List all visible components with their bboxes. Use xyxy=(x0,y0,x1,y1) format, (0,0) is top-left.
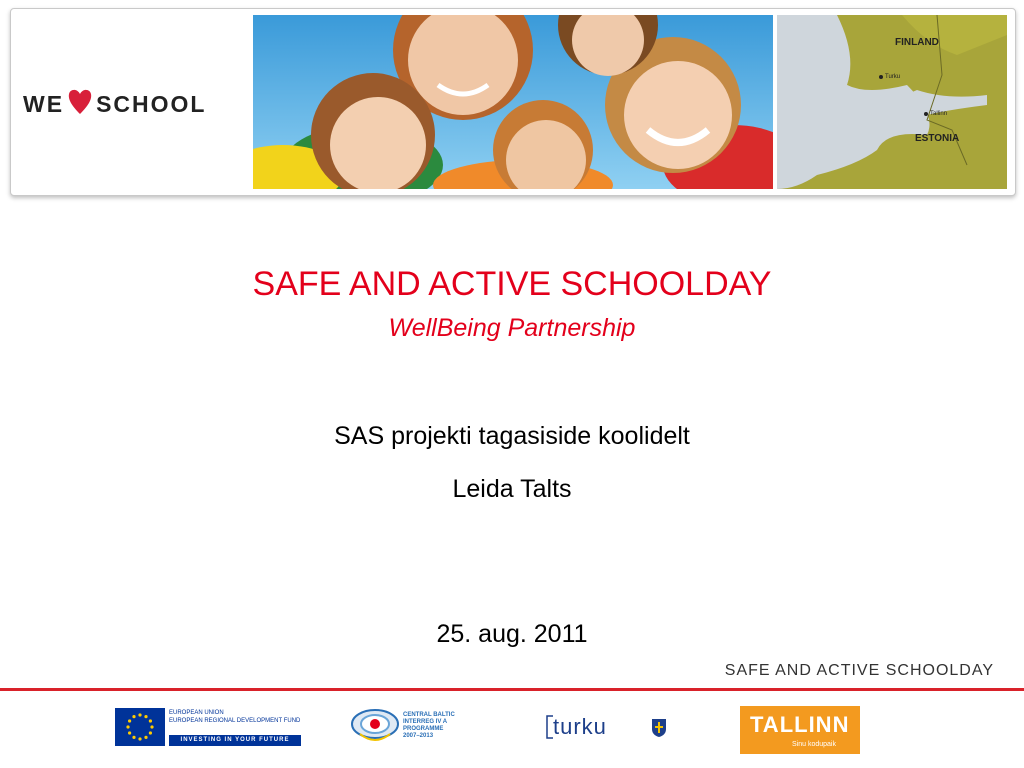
eu-logo xyxy=(115,708,301,746)
cb-line-2: INTERREG IV A xyxy=(403,719,448,725)
eu-flag-icon xyxy=(115,708,165,746)
turku-wordmark: turku xyxy=(553,714,607,739)
heart-icon xyxy=(67,87,93,121)
slide-line-topic: SAS projekti tagasiside koolidelt xyxy=(334,422,690,450)
eu-line-1: EUROPEAN UNION xyxy=(169,710,224,716)
slide-date: 25. aug. 2011 xyxy=(436,620,588,648)
eu-line-2: EUROPEAN REGIONAL DEVELOPMENT FUND xyxy=(169,718,301,724)
footer-divider xyxy=(0,688,1024,691)
cb-line-3: PROGRAMME xyxy=(403,726,444,732)
cb-line-1: CENTRAL BALTIC xyxy=(403,712,455,718)
turku-logo xyxy=(545,712,670,742)
map-label-estonia: ESTONIA xyxy=(915,133,960,144)
slide-subtitle: WellBeing Partnership xyxy=(388,314,636,342)
map-label-finland: FINLAND xyxy=(895,37,939,48)
children-photo xyxy=(253,15,773,189)
tallinn-logo xyxy=(740,706,860,754)
tallinn-tagline: Sinu kodupaik xyxy=(792,741,836,748)
we-love-school-logo xyxy=(23,87,206,121)
baltic-map xyxy=(777,15,1007,189)
tallinn-wordmark: TALLINN xyxy=(750,712,850,737)
map-label-tallinn: Tallinn xyxy=(930,111,948,117)
central-baltic-logo xyxy=(350,704,480,750)
logo-school-text: SCHOOL xyxy=(96,90,207,117)
cb-line-4: 2007–2013 xyxy=(403,733,434,739)
eu-slogan: INVESTING IN YOUR FUTURE xyxy=(169,735,301,746)
slide-line-author: Leida Talts xyxy=(452,475,572,503)
footer-title: SAFE AND ACTIVE SCHOOLDAY xyxy=(724,662,994,679)
slide-title: SAFE AND ACTIVE SCHOOLDAY xyxy=(252,265,772,303)
header-banner xyxy=(10,8,1016,196)
map-label-turku: Turku xyxy=(885,74,901,80)
logo-we-text: WE xyxy=(23,90,65,117)
central-baltic-icon xyxy=(350,704,400,750)
turku-crest-icon xyxy=(651,718,667,738)
